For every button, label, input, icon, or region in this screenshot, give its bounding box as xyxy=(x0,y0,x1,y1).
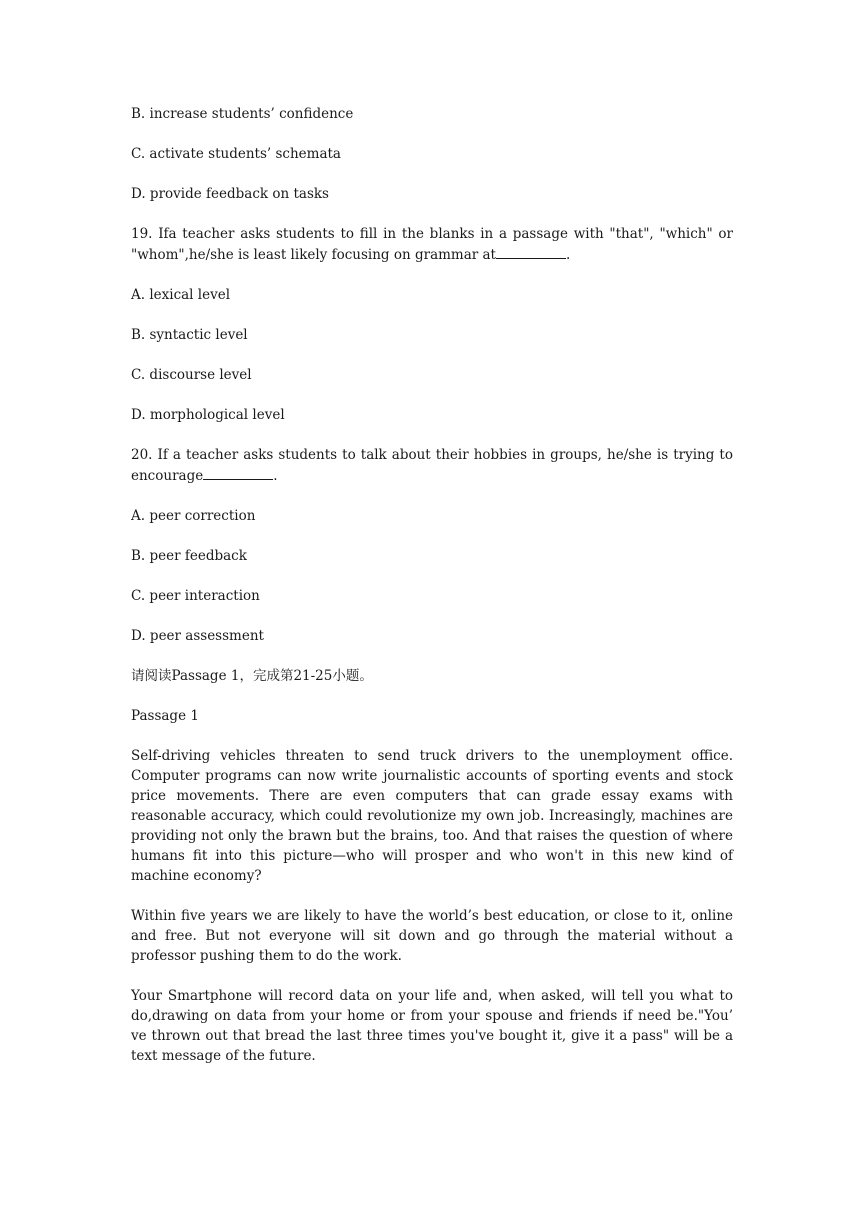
q18-option-c: C. activate students’ schemata xyxy=(131,146,341,162)
q19-stem-end: . xyxy=(565,247,571,263)
reading-instruction: 请阅读Passage 1，完成第21-25小题。 xyxy=(131,668,373,684)
q19-option-b: B. syntactic level xyxy=(131,327,248,343)
q20-option-b: B. peer feedback xyxy=(131,548,247,564)
q20-blank xyxy=(203,465,273,480)
passage-paragraph-2: Within five years we are likely to have the world’s best education, or close to it, online and free. But not everyone will sit down and go through the material without a professor pushing them to do the work. xyxy=(131,908,733,964)
q19-option-d: D. morphological level xyxy=(131,407,285,423)
q19-option-c: C. discourse level xyxy=(131,367,252,383)
q19-stem-text: 19. Ifa teacher asks students to fill in the blanks in a passage with "that", "which" or "whom",he/she is least likely focusing on grammar at xyxy=(131,226,738,263)
passage-paragraph-3: Your Smartphone will record data on your life and, when asked, will tell you what to do,drawing on data from your home or from your spouse and friends if need be."You’ ve thrown out that bread the last three times you've bought it, give it a pass" will be a text message of the future. xyxy=(131,988,733,1064)
passage-title: Passage 1 xyxy=(131,708,199,724)
document-page xyxy=(131,104,738,1086)
q20-stem-text: 20. If a teacher asks students to talk about their hobbies in groups, he/she is trying to encourage xyxy=(131,447,738,484)
q20-option-c: C. peer interaction xyxy=(131,588,260,604)
q18-option-b: B. increase students’ confidence xyxy=(131,106,354,122)
passage-paragraph-1: Self-driving vehicles threaten to send truck drivers to the unemployment office. Computer programs can now write journalistic accounts of sporting events and stock price movements. There are even computers that can grade essay exams with reasonable accuracy, which could revolutionize my own job. Increasingly, machines are providing not only the brawn but the brains, too. And that raises the question of where humans fit into this picture—who will prosper and who won't in this new kind of machine economy? xyxy=(131,748,733,884)
q19-blank xyxy=(496,244,566,259)
q19-option-a: A. lexical level xyxy=(131,287,231,303)
q20-option-a: A. peer correction xyxy=(131,508,256,524)
q19-stem xyxy=(131,224,738,265)
q20-stem-end: . xyxy=(273,468,278,484)
q20-stem xyxy=(131,445,738,486)
q20-option-d: D. peer assessment xyxy=(131,628,264,644)
q18-option-d: D. provide feedback on tasks xyxy=(131,186,329,202)
